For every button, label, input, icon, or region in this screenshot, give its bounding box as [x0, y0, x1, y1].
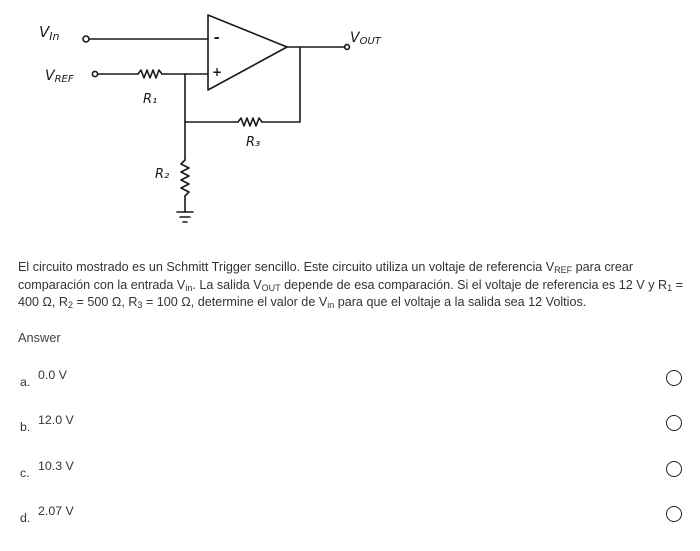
question-text: El circuito mostrado es un Schmitt Trigger sencillo. Este circuito utiliza un voltaje de referencia $V_{REF}$ para crear comparación con la entrada $V_{in}$. La salida $V_{OUT}$ depende de esa comparación. Si el voltaje de referencia es 12 V y $R_1 = 400$ Ω, $R_2 = 500$ Ω, $R_3 = 100$ Ω, determine el valor de $V_{in}$ para que el voltaje a la salida sea 12 Voltios. [18, 260, 683, 310]
option-d-text: 2.07 V [38, 504, 74, 518]
op-amp-minus-label: - [214, 30, 220, 46]
op-amp-plus-label: + [212, 65, 223, 79]
option-c-letter: c. [20, 466, 30, 480]
option-b-letter: b. [20, 420, 31, 434]
vref-terminal [92, 71, 97, 76]
option-b[interactable] [0, 413, 700, 437]
r2-label: R₂ [155, 167, 170, 182]
option-a-letter: a. [20, 375, 31, 389]
option-d-letter: d. [20, 511, 31, 525]
option-b-text: 12.0 V [38, 413, 74, 427]
ground-symbol [177, 212, 193, 222]
vout-terminal [345, 45, 350, 50]
r3-resistor [238, 118, 262, 126]
option-d[interactable] [0, 504, 700, 528]
option-a-text: 0.0 V [38, 368, 67, 382]
r1-label: R₁ [143, 92, 158, 107]
vref-label: VREF [45, 68, 74, 85]
option-c-text: 10.3 V [38, 459, 74, 473]
r3-label: R₃ [246, 135, 261, 150]
vin-label: $V_{In}$ [39, 23, 60, 43]
answer-label: Answer [18, 330, 61, 345]
option-b-radio[interactable] [666, 415, 682, 431]
vout-label: VOUT [350, 30, 381, 47]
option-c-radio[interactable] [666, 461, 682, 477]
r1-resistor [138, 70, 162, 78]
option-a-radio[interactable] [666, 370, 682, 386]
option-d-radio[interactable] [666, 506, 682, 522]
vin-terminal [83, 36, 89, 42]
option-a[interactable] [0, 368, 700, 392]
schmitt-trigger-circuit-diagram [0, 0, 700, 250]
r2-resistor [181, 160, 189, 196]
option-c[interactable] [0, 459, 700, 483]
